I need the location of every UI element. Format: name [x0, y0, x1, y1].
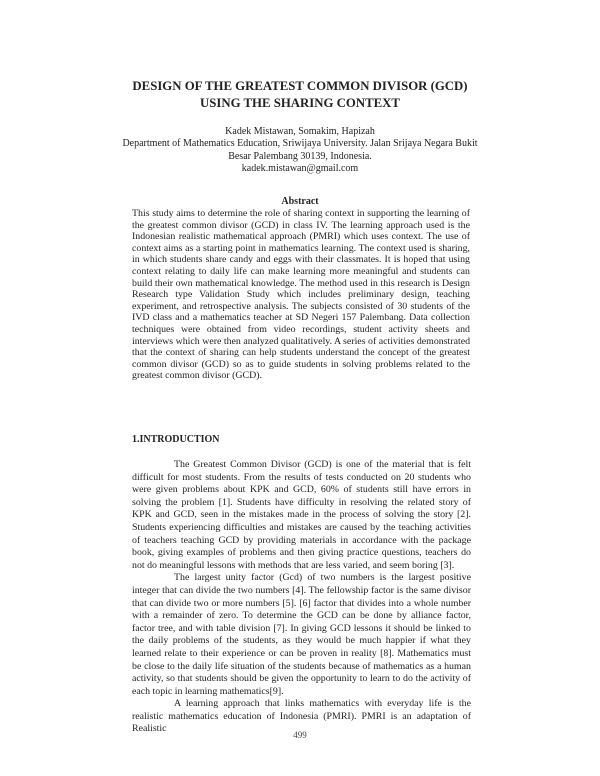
page-number: 499: [293, 730, 307, 740]
author-names: Kadek Mistawan, Somakim, Hapizah: [225, 126, 375, 137]
author-block: [120, 126, 480, 176]
author-email: kadek.mistawan@gmail.com: [241, 163, 359, 175]
abstract-heading: Abstract: [281, 196, 319, 207]
section-heading: 1.INTRODUCTION: [132, 434, 220, 445]
paragraph: A learning approach that links mathematics with everyday life is the realistic mathematics education of Indonesia (PMRI). PMRI is an adaptation of Realistic: [132, 698, 471, 735]
title-line-2: USING THE SHARING CONTEXT: [200, 96, 400, 110]
paragraph: The largest unity factor (Gcd) of two numbers is the largest positive integer that can divide the two numbers [4]. The fellowship factor is the same divisor that can divide two or more numbers [5]. [6] factor that divides into a whole number with a remainder of zero. To determine the GCD can be done by alliance factor, factor tree, and with table division [7]. In giving GCD lessons it should be linked to the daily problems of the students, as they would be much happier if what they learned relate to their experience or can be proven in reality [8]. Mathematics must be close to the daily life situation of the students because of mathematics as a human activity, so that students should be given the opportunity to learn to do the activity of each topic in learning mathematics[9].: [132, 572, 471, 697]
affiliation-line-2: Besar Palembang 30139, Indonesia.: [228, 150, 372, 162]
abstract-text: This study aims to determine the role of sharing context in supporting the learning of the greatest common divisor (GCD) in class IV. The learning approach used is the Indonesian realistic mathematical approach (PMRI) which uses context. The use of context aims as a starting point in mathematics learning. The context used is sharing, in which students share candy and eggs with their classmates. It is hoped that using context relating to daily life can make learning more meaningful and students can build their own mathematical knowledge. The method used in this research is Design Research type Validation Study which includes preliminary design, teaching experiment, and retrospective analysis. The subjects consisted of 30 students of the IVD class and a mathematics teacher at SD Negeri 157 Palembang. Data collection techniques were obtained from video recordings, student activity sheets and interviews which were then analyzed qualitatively. A series of activities demonstrated that the context of sharing can help students understand the concept of the greatest common divisor (GCD) so as to guide students in solving problems related to the greatest common divisor (GCD).: [132, 208, 471, 382]
title-line-1: DESIGN OF THE GREATEST COMMON DIVISOR (GCD): [132, 79, 468, 93]
introduction-body: [132, 459, 471, 736]
affiliation-line-1: Department of Mathematics Education, Sriwijaya University. Jalan Srijaya Negara Bukit: [122, 138, 478, 150]
paper-title: [60, 78, 540, 112]
paragraph: The Greatest Common Divisor (GCD) is one of the material that is felt difficult for most students. From the results of tests conducted on 20 students who were given problems about KPK and GCD, 60% of students still have errors in solving the problem [1]. Students have difficulty in resolving the related story of KPK and GCD, seen in the mistakes made in the process of solving the story [2]. Students experiencing difficulties and mistakes are caused by the teaching activities of teachers teaching GCD by providing materials in accordance with the package book, giving examples of problems and then giving practice questions, teachers do not do meaningful lessons with methods that are less varied, and seem boring [3].: [132, 459, 471, 571]
